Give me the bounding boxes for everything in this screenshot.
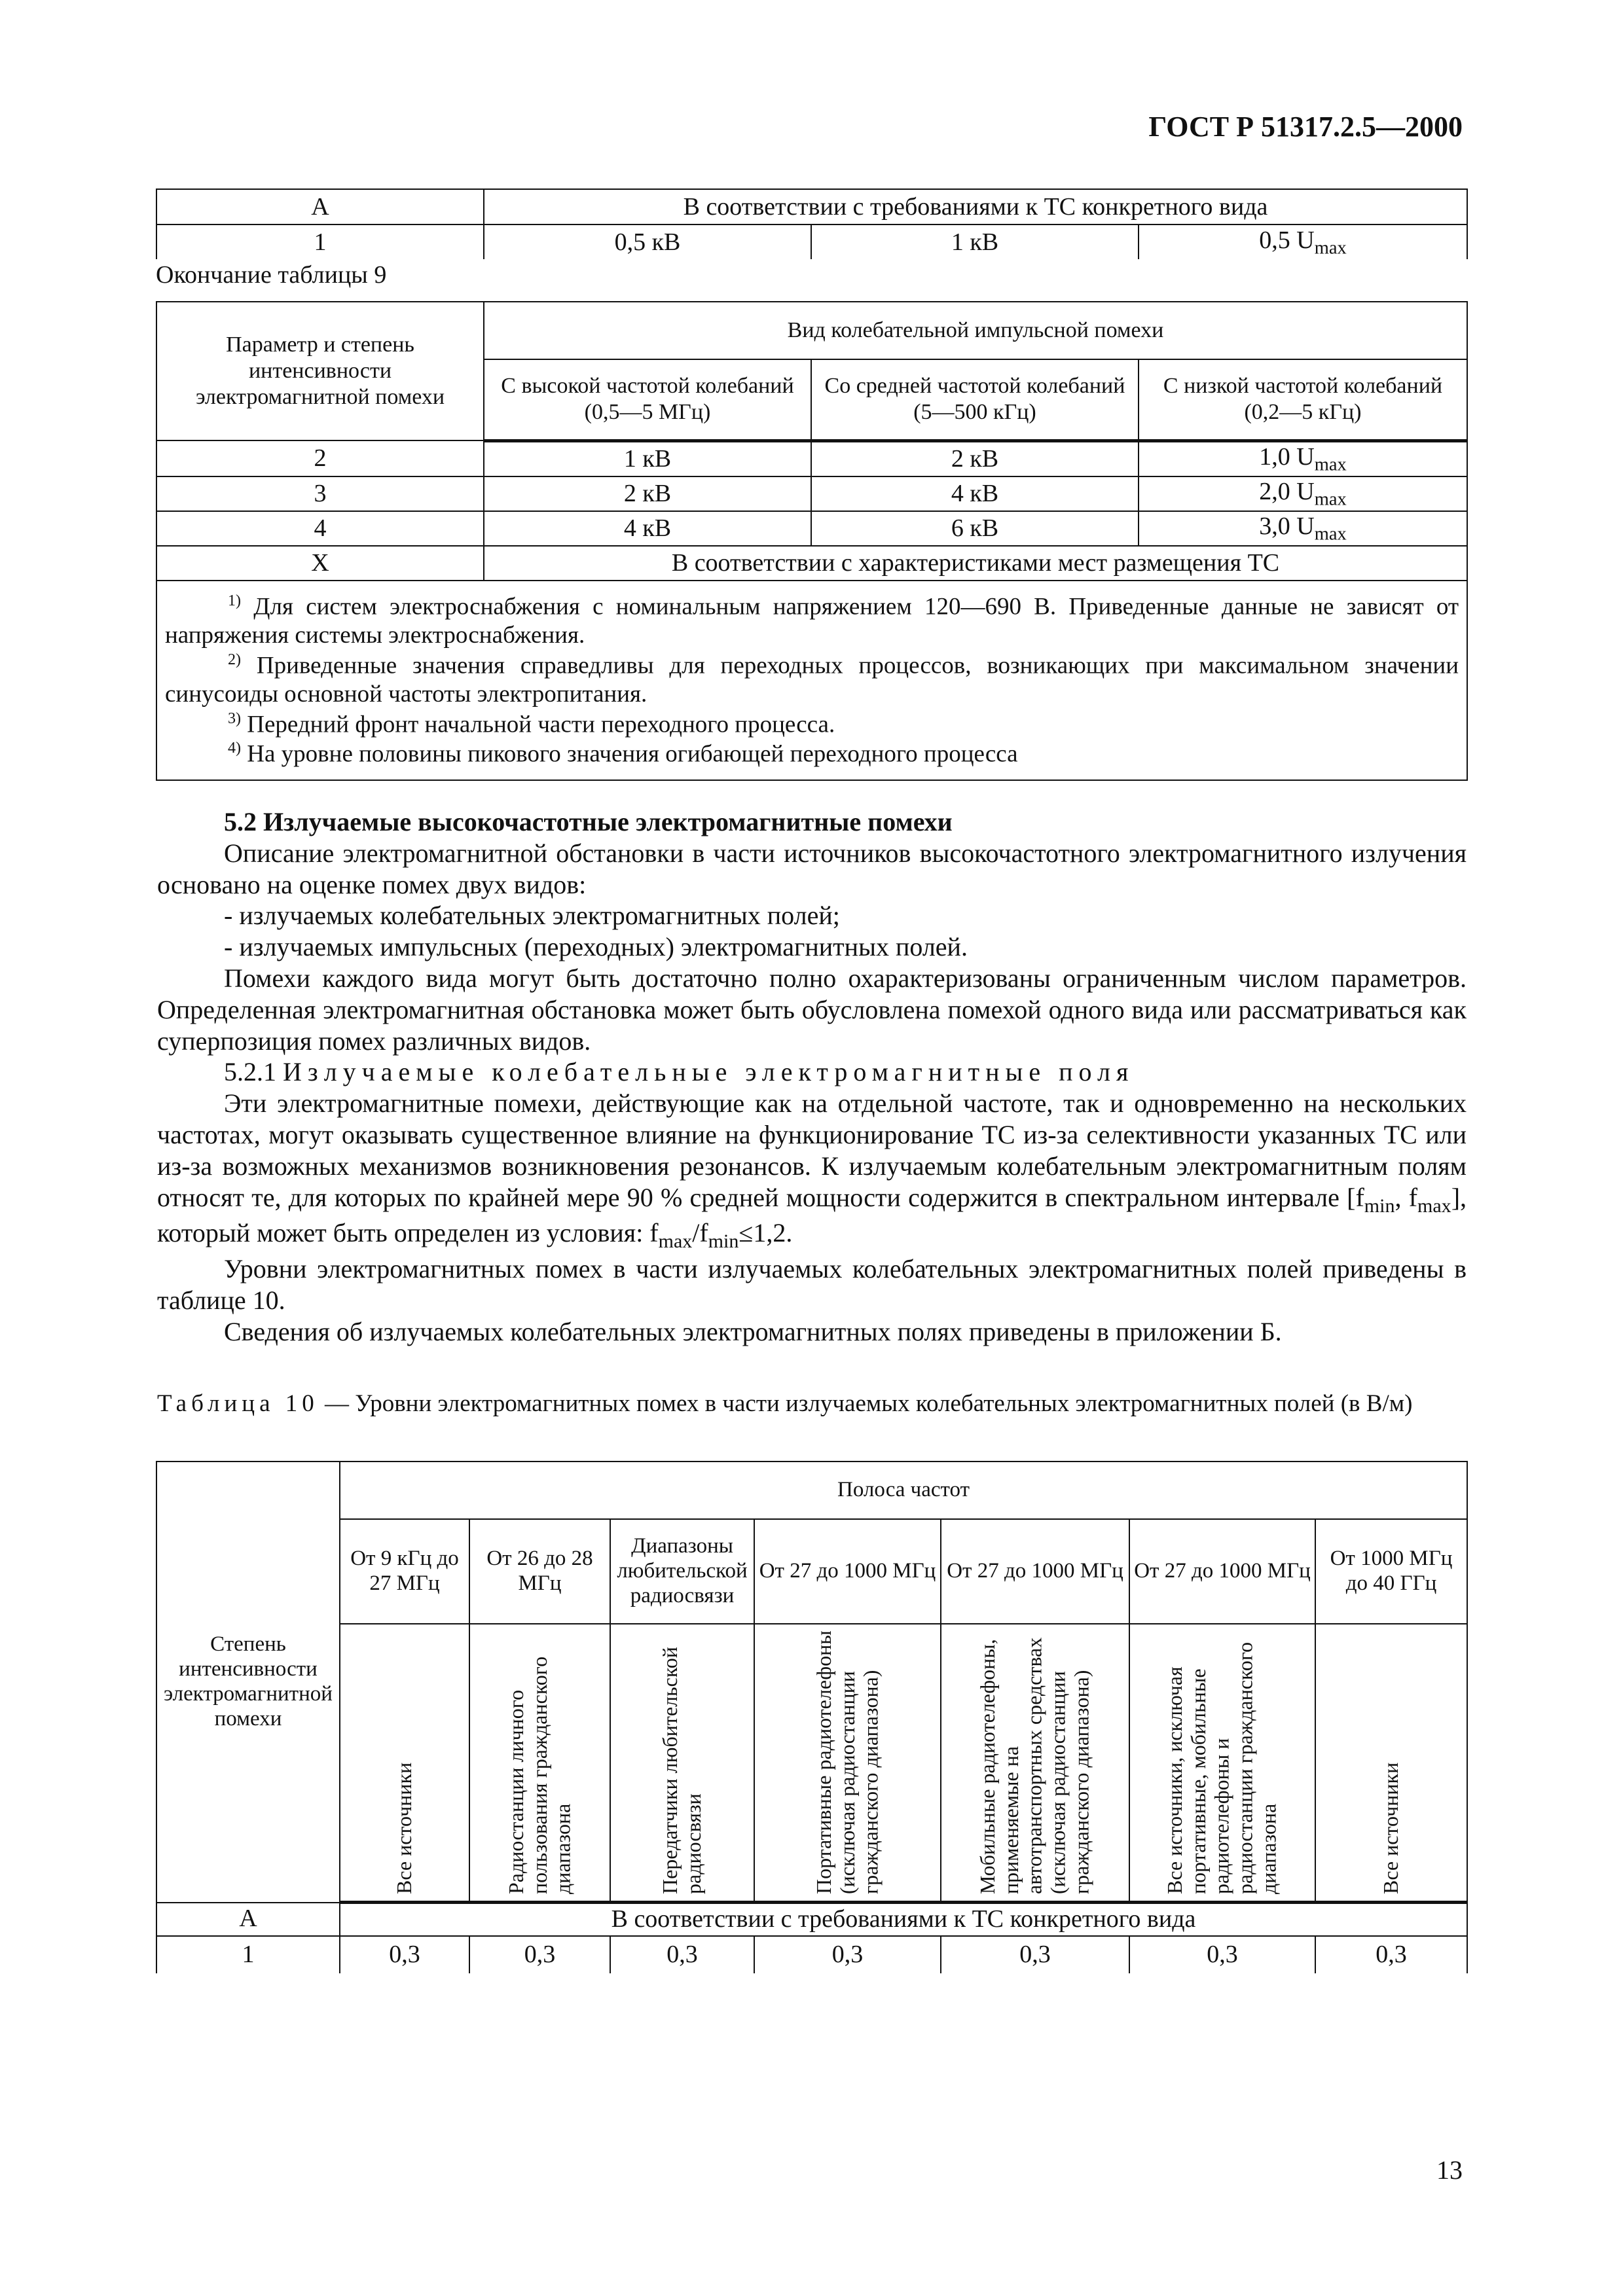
list-item: - излучаемых колебательных электромагнитных полей;: [224, 901, 840, 931]
value-cell: 2 кВ: [811, 440, 1139, 476]
table-row: [156, 440, 1467, 476]
footnote: $^{1)}$ Для систем электроснабжения с номинальным напряжением 120—690 В. Приведенные данные не зависят от напряжения системы электроснабжения.: [165, 592, 1459, 649]
source-cell: Мобильные радиотелефоны, применяемые на автотранспортных средствах (исключая радиостанции гражданского диапазона): [941, 1624, 1129, 1903]
band-cell: От 27 до 1000 МГц: [941, 1519, 1129, 1624]
source-cell: Все источники, исключая портативные, мобильные радиотелефоны и радиостанции гражданского диапазона: [1129, 1624, 1315, 1903]
value-cell: 0,3: [754, 1936, 941, 1973]
value-cell: 0,3: [610, 1936, 754, 1973]
level-cell: А: [156, 1903, 340, 1937]
value-cell: 1 кВ: [811, 224, 1139, 259]
value-cell: 3,0 $U_{max}$: [1139, 511, 1467, 546]
level-cell: 1: [156, 224, 484, 259]
value-cell: 1,0 $U_{max}$: [1139, 440, 1467, 476]
level-cell: Х: [156, 546, 484, 581]
table-continuation-label: Окончание таблицы 9: [156, 261, 387, 289]
table-header-row: [156, 1519, 1467, 1624]
value-cell: 1 кВ: [484, 440, 811, 476]
footnote: $^{3)}$ Передний фронт начальной части переходного процесса.: [228, 709, 835, 738]
level-cell: 1: [156, 1936, 340, 1973]
value-cell: 0,3: [941, 1936, 1129, 1973]
table-row: [156, 189, 1467, 224]
table-notes: [156, 581, 1467, 781]
band-cell: Диапазоны любительской радиосвязи: [610, 1519, 754, 1624]
col-header-low: С низкой частотой колебаний (0,2—5 кГц): [1139, 359, 1467, 440]
subsection-heading: 5.2.1 Излучаемые колебательные электромагнитные поля: [224, 1057, 1135, 1087]
footnote: $^{4)}$ На уровне половины пикового значения огибающей переходного процесса: [228, 740, 1018, 768]
level-cell: 2: [156, 440, 484, 476]
table-row: [156, 511, 1467, 546]
table-notes-row: [156, 581, 1467, 781]
band-cell: От 27 до 1000 МГц: [1129, 1519, 1315, 1624]
value-cell: 0,5 кВ: [484, 224, 811, 259]
source-cell: Все источники: [340, 1624, 469, 1903]
table10-caption: Таблица 10 — Уровни электромагнитных помех в части излучаемых колебательных электромагнитных полей (в В/м): [157, 1390, 1413, 1417]
paragraph: Уровни электромагнитных помех в части излучаемых колебательных электромагнитных полей приведены в таблице 10.: [157, 1254, 1467, 1316]
band-header: Полоса частот: [340, 1462, 1467, 1519]
paragraph: Эти электромагнитные помехи, действующие как на отдельной частоте, так и одновременно на нескольких частотах, могут оказывать существенное влияние на функционирование ТС из-за селективности указанных ТС или из-за возможных механизмов возникновения резонансов. К излучаемым колебательным электромагнитным полям относят те, для которых по крайней мере 90 % средней мощности содержится в спектральном интервале [$f_{min}$, $f_{max}$], который может быть определен из условия: $f_{max}/f_{min}\le 1,2$.: [157, 1088, 1467, 1253]
value-cell: 6 кВ: [811, 511, 1139, 546]
footnote: $^{2)}$ Приведенные значения справедливы для переходных процессов, возникающих при максимальном значении синусоиды основной частоты электропитания.: [165, 651, 1459, 708]
paragraph: Помехи каждого вида могут быть достаточно полно охарактеризованы ограниченным числом параметров. Определенная электромагнитная обстановка может быть обусловлена помехой одного вида или рассматриваться как суперпозиция помех различных видов.: [157, 963, 1467, 1056]
level-cell: 4: [156, 511, 484, 546]
table-row: [156, 476, 1467, 511]
value-cell: 0,3: [1315, 1936, 1467, 1973]
table10: [156, 1461, 1468, 1973]
band-cell: От 26 до 28 МГц: [469, 1519, 610, 1624]
value-cell: 0,3: [469, 1936, 610, 1973]
document-header: ГОСТ Р 51317.2.5—2000: [1148, 111, 1463, 143]
value-cell: 0,5 $U_{max}$: [1139, 224, 1467, 259]
page-number: 13: [1436, 2155, 1463, 2185]
level-cell: А: [156, 189, 484, 224]
table-row: [156, 224, 1467, 259]
value-cell: 4 кВ: [811, 476, 1139, 511]
requirement-cell: В соответствии с требованиями к ТС конкретного вида: [340, 1903, 1467, 1937]
table-header-row: [156, 1624, 1467, 1903]
level-cell: 3: [156, 476, 484, 511]
param-header: Параметр и степень интенсивности электромагнитной помехи: [156, 302, 484, 440]
value-cell: 2,0 $U_{max}$: [1139, 476, 1467, 511]
table-header-row: [156, 1462, 1467, 1519]
table9-fragment: [156, 188, 1468, 259]
list-item: - излучаемых импульсных (переходных) электромагнитных полей.: [224, 932, 968, 962]
col-header-mid: Со средней частотой колебаний (5—500 кГц): [811, 359, 1139, 440]
source-cell: Все источники: [1315, 1624, 1467, 1903]
requirement-cell: В соответствии с требованиями к ТС конкретного вида: [484, 189, 1467, 224]
group-header: Вид колебательной импульсной помехи: [484, 302, 1467, 359]
table-row: [156, 546, 1467, 581]
table-row: [156, 1903, 1467, 1937]
table-row: [156, 1936, 1467, 1973]
section-text: [157, 806, 1467, 1348]
value-cell: 2 кВ: [484, 476, 811, 511]
value-cell: 0,3: [340, 1936, 469, 1973]
value-cell: 4 кВ: [484, 511, 811, 546]
band-cell: От 1000 МГц до 40 ГГц: [1315, 1519, 1467, 1624]
col-header-high: С высокой частотой колебаний (0,5—5 МГц): [484, 359, 811, 440]
band-cell: От 27 до 1000 МГц: [754, 1519, 941, 1624]
paragraph: Сведения об излучаемых колебательных электромагнитных полях приведены в приложении Б.: [224, 1316, 1282, 1346]
source-cell: Передатчики любительской радиосвязи: [610, 1624, 754, 1903]
level-header: Степень интенсивности электромагнитной помехи: [156, 1462, 340, 1903]
value-cell: 0,3: [1129, 1936, 1315, 1973]
section-heading: 5.2 Излучаемые высокочастотные электромагнитные помехи: [224, 807, 953, 836]
table9: [156, 301, 1468, 781]
paragraph: Описание электромагнитной обстановки в части источников высокочастотного электромагнитного излучения основано на оценке помех двух видов:: [157, 838, 1467, 899]
table-header-row: [156, 302, 1467, 359]
source-cell: Радиостанции личного пользования гражданского диапазона: [469, 1624, 610, 1903]
source-cell: Портативные радиотелефоны (исключая радиостанции гражданского диапазона): [754, 1624, 941, 1903]
band-cell: От 9 кГц до 27 МГц: [340, 1519, 469, 1624]
requirement-cell: В соответствии с характеристиками мест размещения ТС: [484, 546, 1467, 581]
